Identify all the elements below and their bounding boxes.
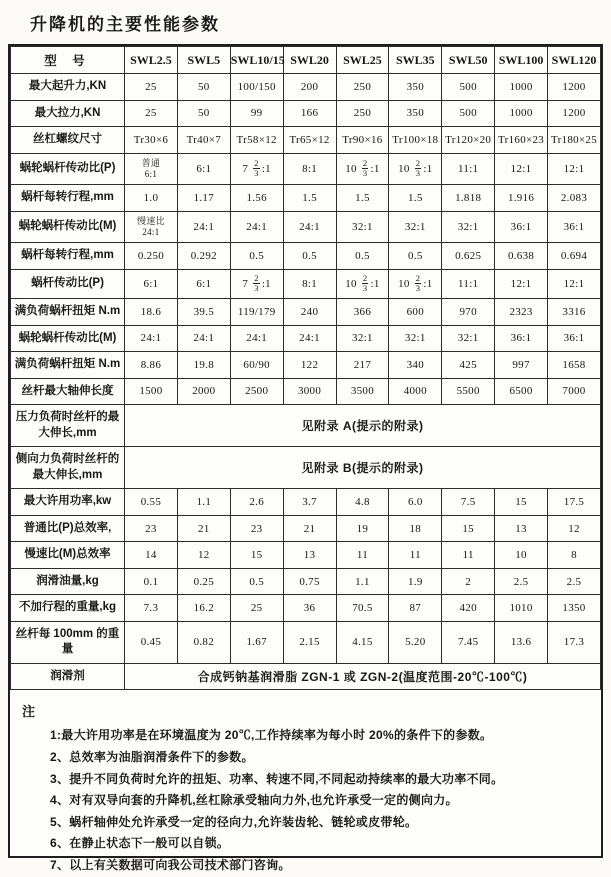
row-label: 不加行程的重量,kg bbox=[11, 595, 125, 622]
fraction: $\frac{2}{3}$ bbox=[415, 272, 421, 294]
table-cell: 7.3 bbox=[125, 595, 178, 622]
table-cell: 32:1 bbox=[389, 325, 442, 352]
table-row bbox=[11, 352, 601, 379]
table-cell: 87 bbox=[389, 595, 442, 622]
table-row bbox=[11, 74, 601, 101]
table-cell: 7.45 bbox=[442, 621, 495, 663]
table-cell: 1.916 bbox=[495, 185, 548, 212]
table-row bbox=[11, 663, 601, 690]
page-title: 升降机的主要性能参数 bbox=[30, 15, 220, 34]
note-item: 5、蜗杆轴伸处允许承受一定的径向力,允许装齿轮、链轮或皮带轮。 bbox=[50, 814, 418, 829]
table-row bbox=[11, 542, 601, 569]
header-model-col: SWL2.5 bbox=[125, 47, 178, 74]
table-cell: Tr120×20 bbox=[442, 127, 495, 154]
table-cell: 50 bbox=[177, 74, 230, 101]
table-cell: 0.5 bbox=[336, 243, 389, 270]
table-cell: 13.6 bbox=[495, 621, 548, 663]
table-cell: 7.5 bbox=[442, 489, 495, 516]
stacked-value: 6:1 bbox=[144, 168, 158, 179]
table-cell: 1000 bbox=[495, 74, 548, 101]
table-cell: 12:1 bbox=[495, 153, 548, 185]
table-cell: 366 bbox=[336, 299, 389, 326]
table-cell: 12 bbox=[177, 542, 230, 569]
table-cell: 0.5 bbox=[230, 243, 283, 270]
table-cell: 250 bbox=[336, 74, 389, 101]
table-cell: 6:1 bbox=[177, 269, 230, 299]
table-cell: 1000 bbox=[495, 100, 548, 127]
table-cell: 350 bbox=[389, 100, 442, 127]
table-cell: 19.8 bbox=[177, 352, 230, 379]
table-cell: 36 bbox=[283, 595, 336, 622]
table-cell: 0.82 bbox=[177, 621, 230, 663]
table-row bbox=[11, 211, 601, 243]
table-cell: 5500 bbox=[442, 378, 495, 405]
table-cell: Tr180×25 bbox=[548, 127, 601, 154]
table-cell: 1350 bbox=[548, 595, 601, 622]
table-cell: 2.5 bbox=[548, 568, 601, 595]
table-cell: 500 bbox=[442, 74, 495, 101]
table-cell: 15 bbox=[495, 489, 548, 516]
table-cell: 50 bbox=[177, 100, 230, 127]
table-cell: 1.17 bbox=[177, 185, 230, 212]
table-cell: 11:1 bbox=[442, 269, 495, 299]
row-label: 普通比(P)总效率, bbox=[11, 515, 125, 542]
table-cell: 24:1 bbox=[125, 325, 178, 352]
table-cell: 60/90 bbox=[230, 352, 283, 379]
row-label: 蜗杆每转行程,mm bbox=[11, 243, 125, 270]
table-cell: 1.1 bbox=[336, 568, 389, 595]
table-cell: 11 bbox=[336, 542, 389, 569]
table-cell: 3316 bbox=[548, 299, 601, 326]
table-cell: 100/150 bbox=[230, 74, 283, 101]
row-label: 丝杆最大轴伸长度 bbox=[11, 378, 125, 405]
fraction: $\frac{2}{3}$ bbox=[415, 157, 421, 179]
fraction: $\frac{2}{3}$ bbox=[362, 272, 368, 294]
table-cell: 0.625 bbox=[442, 243, 495, 270]
table-cell: 10 $\frac{2}{3}$ :1 bbox=[336, 269, 389, 299]
table-cell: 36:1 bbox=[495, 325, 548, 352]
table-cell: 1.5 bbox=[336, 185, 389, 212]
table-cell: 6:1 bbox=[177, 153, 230, 185]
table-cell: 10 bbox=[495, 542, 548, 569]
table-cell: 36:1 bbox=[548, 211, 601, 243]
row-label: 最大许用功率,kw bbox=[11, 489, 125, 516]
table-row bbox=[11, 100, 601, 127]
table-body bbox=[11, 74, 601, 690]
header-model-col: SWL25 bbox=[336, 47, 389, 74]
fraction: $\frac{2}{3}$ bbox=[254, 157, 259, 179]
header-model-col: SWL50 bbox=[442, 47, 495, 74]
table-cell: 1.5 bbox=[389, 185, 442, 212]
table-cell: 2.6 bbox=[230, 489, 283, 516]
table-cell: 2500 bbox=[230, 378, 283, 405]
table-cell: Tr40×7 bbox=[177, 127, 230, 154]
table-cell: 1010 bbox=[495, 595, 548, 622]
table-row bbox=[11, 243, 601, 270]
table-row bbox=[11, 405, 601, 447]
table-cell: 36:1 bbox=[548, 325, 601, 352]
table-cell: 见附录 A(提示的附录) bbox=[125, 405, 601, 447]
table-row bbox=[11, 269, 601, 299]
table-cell: Tr160×23 bbox=[495, 127, 548, 154]
table-cell: 36:1 bbox=[495, 211, 548, 243]
table-cell: 25 bbox=[125, 100, 178, 127]
table-cell: 0.5 bbox=[389, 243, 442, 270]
table-cell: 1200 bbox=[548, 100, 601, 127]
table-cell: 39.5 bbox=[177, 299, 230, 326]
table-cell: 25 bbox=[230, 595, 283, 622]
table-header bbox=[11, 47, 601, 74]
table-cell: 350 bbox=[389, 74, 442, 101]
table-cell: 2 bbox=[442, 568, 495, 595]
table-cell: 19 bbox=[336, 515, 389, 542]
table-cell: 122 bbox=[283, 352, 336, 379]
row-label: 蜗轮蜗杆传动比(P) bbox=[11, 153, 125, 185]
table-cell: 420 bbox=[442, 595, 495, 622]
table-cell: 0.55 bbox=[125, 489, 178, 516]
table-cell: 119/179 bbox=[230, 299, 283, 326]
table-cell: 10 $\frac{2}{3}$ :1 bbox=[389, 269, 442, 299]
table-cell: 0.5 bbox=[283, 243, 336, 270]
table-cell: 1500 bbox=[125, 378, 178, 405]
note-item: 6、在静止状态下一般可以自锁。 bbox=[50, 836, 230, 851]
table-cell: 10 $\frac{2}{3}$ :1 bbox=[389, 153, 442, 185]
table-row bbox=[11, 621, 601, 663]
table-cell: 32:1 bbox=[336, 325, 389, 352]
table-cell: 340 bbox=[389, 352, 442, 379]
table-cell: 24:1 bbox=[177, 325, 230, 352]
row-label: 蜗轮蜗杆传动比(M) bbox=[11, 325, 125, 352]
note-item: 2、总效率为油脂润滑条件下的参数。 bbox=[50, 749, 254, 764]
table-cell: 17.5 bbox=[548, 489, 601, 516]
notes-heading: 注 bbox=[22, 704, 36, 720]
table-cell: 2.15 bbox=[283, 621, 336, 663]
table-cell: 12:1 bbox=[548, 269, 601, 299]
table-cell: 0.5 bbox=[230, 568, 283, 595]
table-cell: 11 bbox=[442, 542, 495, 569]
table-cell: 970 bbox=[442, 299, 495, 326]
table-cell: 8:1 bbox=[283, 153, 336, 185]
row-label: 润滑剂 bbox=[11, 663, 125, 690]
header-model-label: 型 号 bbox=[11, 47, 125, 74]
table-cell: 16.2 bbox=[177, 595, 230, 622]
table-cell: 24:1 bbox=[283, 325, 336, 352]
table-cell: 12 bbox=[548, 515, 601, 542]
table-cell: 3000 bbox=[283, 378, 336, 405]
row-label: 蜗杆传动比(P) bbox=[11, 269, 125, 299]
table-cell: 12:1 bbox=[495, 269, 548, 299]
table-row bbox=[11, 185, 601, 212]
table-cell: 600 bbox=[389, 299, 442, 326]
table-cell: 10 $\frac{2}{3}$ :1 bbox=[336, 153, 389, 185]
table-cell: 32:1 bbox=[336, 211, 389, 243]
table-cell: 99 bbox=[230, 100, 283, 127]
table-cell: 250 bbox=[336, 100, 389, 127]
table-cell: 0.25 bbox=[177, 568, 230, 595]
table-cell: 32:1 bbox=[442, 211, 495, 243]
table-cell: 15 bbox=[230, 542, 283, 569]
table-cell: 2.5 bbox=[495, 568, 548, 595]
table-cell: 3.7 bbox=[283, 489, 336, 516]
table-cell: 合成钙钠基润滑脂 ZGN-1 或 ZGN-2(温度范围-20℃-100℃) bbox=[125, 663, 601, 690]
table-cell: 见附录 B(提示的附录) bbox=[125, 447, 601, 489]
table-cell: 24:1 bbox=[177, 211, 230, 243]
table-cell: 166 bbox=[283, 100, 336, 127]
table-cell: 4.8 bbox=[336, 489, 389, 516]
table-cell: 7000 bbox=[548, 378, 601, 405]
table-cell: 24:1 bbox=[230, 325, 283, 352]
table-cell: 24:1 bbox=[283, 211, 336, 243]
table-cell: 217 bbox=[336, 352, 389, 379]
table-cell: 1.0 bbox=[125, 185, 178, 212]
stacked-value: 24:1 bbox=[142, 226, 160, 237]
table-cell: Tr30×6 bbox=[125, 127, 178, 154]
row-label: 丝杠螺纹尺寸 bbox=[11, 127, 125, 154]
table-cell bbox=[125, 153, 178, 185]
table-cell: 0.75 bbox=[283, 568, 336, 595]
table-cell: 32:1 bbox=[389, 211, 442, 243]
table-cell: 13 bbox=[495, 515, 548, 542]
row-label: 最大起升力,KN bbox=[11, 74, 125, 101]
row-label: 最大拉力,KN bbox=[11, 100, 125, 127]
table-cell: 17.3 bbox=[548, 621, 601, 663]
note-item: 4、对有双导向套的升降机,丝杠除承受轴向力外,也允许承受一定的侧向力。 bbox=[50, 793, 458, 808]
table-cell: 3500 bbox=[336, 378, 389, 405]
table-cell: 2000 bbox=[177, 378, 230, 405]
row-label: 侧向力负荷时丝杆的最大伸长,mm bbox=[11, 447, 125, 489]
row-label: 压力负荷时丝杆的最大伸长,mm bbox=[11, 405, 125, 447]
row-label: 慢速比(M)总效率 bbox=[11, 542, 125, 569]
notes-list bbox=[50, 725, 589, 876]
table-cell: 12:1 bbox=[548, 153, 601, 185]
table-row bbox=[11, 325, 601, 352]
table-cell: 6:1 bbox=[125, 269, 178, 299]
row-label: 润滑油量,kg bbox=[11, 568, 125, 595]
table-row bbox=[11, 153, 601, 185]
table-cell: 4000 bbox=[389, 378, 442, 405]
table-cell: 13 bbox=[283, 542, 336, 569]
table-cell: 25 bbox=[125, 74, 178, 101]
table-cell: 200 bbox=[283, 74, 336, 101]
fraction: $\frac{2}{3}$ bbox=[254, 272, 259, 294]
fraction: $\frac{2}{3}$ bbox=[362, 157, 368, 179]
notes-section bbox=[10, 690, 601, 872]
table-row bbox=[11, 515, 601, 542]
header-model-col: SWL120 bbox=[548, 47, 601, 74]
note-item: 3、提升不同负荷时允许的扭矩、功率、转速不同,不同起动持续率的最大功率不同。 bbox=[50, 771, 504, 786]
table-cell bbox=[125, 211, 178, 243]
table-cell: 1658 bbox=[548, 352, 601, 379]
table-cell: Tr90×16 bbox=[336, 127, 389, 154]
table-cell: 6500 bbox=[495, 378, 548, 405]
header-row bbox=[11, 47, 601, 74]
table-cell: 11 bbox=[389, 542, 442, 569]
table-cell: 23 bbox=[125, 515, 178, 542]
row-label: 满负荷蜗杆扭矩 N.m bbox=[11, 299, 125, 326]
table-cell: 70.5 bbox=[336, 595, 389, 622]
table-cell: 23 bbox=[230, 515, 283, 542]
row-label: 蜗杆每转行程,mm bbox=[11, 185, 125, 212]
table-cell: Tr65×12 bbox=[283, 127, 336, 154]
table-cell: 7 $\frac{2}{3}$ :1 bbox=[230, 153, 283, 185]
table-cell: 4.15 bbox=[336, 621, 389, 663]
table-cell: 21 bbox=[177, 515, 230, 542]
table-cell: 1.5 bbox=[283, 185, 336, 212]
table-row bbox=[11, 447, 601, 489]
table-cell: 32:1 bbox=[442, 325, 495, 352]
table-cell: 0.250 bbox=[125, 243, 178, 270]
header-model-col: SWL20 bbox=[283, 47, 336, 74]
note-item: 7、以上有关数据可向我公司技术部门咨询。 bbox=[50, 857, 291, 872]
table-cell: 7 $\frac{2}{3}$ :1 bbox=[230, 269, 283, 299]
table-cell: Tr100×18 bbox=[389, 127, 442, 154]
table-cell: 1.67 bbox=[230, 621, 283, 663]
table-cell: 2.083 bbox=[548, 185, 601, 212]
table-cell: 6.0 bbox=[389, 489, 442, 516]
table-cell: 0.45 bbox=[125, 621, 178, 663]
stacked-value: 普通 bbox=[141, 157, 161, 168]
table-cell: 2323 bbox=[495, 299, 548, 326]
table-cell: 1.9 bbox=[389, 568, 442, 595]
table-cell: 1.1 bbox=[177, 489, 230, 516]
table-cell: 997 bbox=[495, 352, 548, 379]
table-row bbox=[11, 378, 601, 405]
header-model-col: SWL5 bbox=[177, 47, 230, 74]
table-cell: 1.818 bbox=[442, 185, 495, 212]
table-cell: 0.638 bbox=[495, 243, 548, 270]
table-cell: 0.694 bbox=[548, 243, 601, 270]
table-row bbox=[11, 595, 601, 622]
table-cell: 500 bbox=[442, 100, 495, 127]
row-label: 丝杆每 100mm 的重量 bbox=[11, 621, 125, 663]
table-cell: 425 bbox=[442, 352, 495, 379]
table-cell: 14 bbox=[125, 542, 178, 569]
table-cell: 1.56 bbox=[230, 185, 283, 212]
params-table bbox=[10, 46, 601, 690]
table-cell: 5.20 bbox=[389, 621, 442, 663]
stacked-value: 慢速比 bbox=[136, 215, 165, 226]
table-row bbox=[11, 127, 601, 154]
spec-sheet bbox=[8, 44, 603, 872]
table-row bbox=[11, 489, 601, 516]
table-cell: 18.6 bbox=[125, 299, 178, 326]
row-label: 满负荷蜗杆扭矩 N.m bbox=[11, 352, 125, 379]
table-cell: 8:1 bbox=[283, 269, 336, 299]
table-cell: 240 bbox=[283, 299, 336, 326]
table-row bbox=[11, 299, 601, 326]
table-cell: Tr58×12 bbox=[230, 127, 283, 154]
table-cell: 8.86 bbox=[125, 352, 178, 379]
table-row bbox=[11, 568, 601, 595]
table-cell: 18 bbox=[389, 515, 442, 542]
table-cell: 8 bbox=[548, 542, 601, 569]
table-cell: 24:1 bbox=[230, 211, 283, 243]
table-cell: 1200 bbox=[548, 74, 601, 101]
table-cell: 21 bbox=[283, 515, 336, 542]
table-cell: 0.292 bbox=[177, 243, 230, 270]
header-model-col: SWL35 bbox=[389, 47, 442, 74]
header-model-col: SWL10/15 bbox=[230, 47, 283, 74]
table-cell: 0.1 bbox=[125, 568, 178, 595]
row-label: 蜗轮蜗杆传动比(M) bbox=[11, 211, 125, 243]
table-cell: 15 bbox=[442, 515, 495, 542]
table-cell: 11:1 bbox=[442, 153, 495, 185]
header-model-col: SWL100 bbox=[495, 47, 548, 74]
note-item: 1:最大许用功率是在环境温度为 20℃,工作持续率为每小时 20%的条件下的参数。 bbox=[50, 728, 493, 743]
